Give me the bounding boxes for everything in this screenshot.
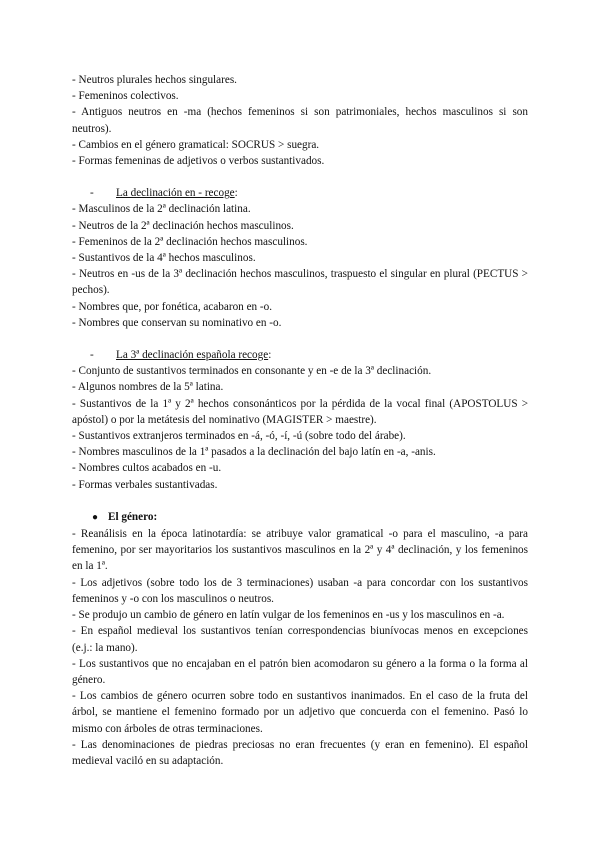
list-item: - Antiguos neutros en -ma (hechos femeninos si son patrimoniales, hechos masculinos si son neutros). [72, 106, 528, 135]
list-item: - Se produjo un cambio de género en latín vulgar de los femeninos en -us y los masculinos en -a. [72, 609, 505, 622]
section-heading [72, 185, 528, 201]
list-item: - Neutros de la 2ª declinación hechos masculinos. [72, 219, 294, 232]
section-declinacion-o [72, 185, 528, 331]
list-item: - Los cambios de género ocurren sobre todo en sustantivos inanimados. En el caso de la fruta del árbol, se mantiene el femenino formado por un adjetivo que concuerda con el femenino. Pasó lo mismo con árboles de otras terminaciones. [72, 690, 528, 735]
list-item: - Sustantivos de la 4ª hechos masculinos. [72, 252, 256, 265]
list-item: - Nombres masculinos de la 1ª pasados a la declinación del bajo latín en -a, -anis. [72, 446, 436, 459]
list-item: - Sustantivos de la 1ª y 2ª hechos consonánticos por la pérdida de la vocal final (APOSTOLUS > apóstol) o por la metátesis del nominativo (MAGISTER > maestre). [72, 397, 528, 426]
heading-title: La 3ª declinación española recoge [116, 349, 269, 362]
list-item: - Masculinos de la 2ª declinación latina. [72, 203, 251, 216]
heading-colon: : [234, 187, 238, 200]
heading-colon: : [268, 349, 272, 362]
heading-title: La declinación en - recoge [116, 187, 235, 200]
dash-marker: - [90, 349, 94, 362]
list-item: - Conjunto de sustantivos terminados en consonante y en -e de la 3ª declinación. [72, 365, 432, 378]
list-item: - En español medieval los sustantivos tenían correspondencias biunívocas menos en excepciones (e.j.: la mano). [72, 625, 528, 654]
section-tercera-declinacion [72, 347, 528, 493]
list-item: - Neutros en -us de la 3ª declinación hechos masculinos, traspuesto el singular en plural (PECTUS > pechos). [72, 268, 528, 297]
section-genero [72, 509, 528, 769]
list-item: - Nombres cultos acabados en -u. [72, 462, 222, 475]
document-body [72, 72, 528, 769]
section-plural-forms [72, 72, 528, 169]
spacer [72, 493, 528, 509]
list-item: - Los adjetivos (sobre todo los de 3 terminaciones) usaban -a para concordar con los sustantivos femeninos y -o con los masculinos o neutros. [72, 576, 528, 605]
heading-title: El género: [108, 510, 158, 523]
list-item: - Cambios en el género gramatical: SOCRUS > suegra. [72, 138, 320, 151]
dash-marker: - [90, 187, 94, 200]
section-heading [72, 347, 528, 363]
list-item: - Neutros plurales hechos singulares. [72, 74, 237, 86]
list-item: - Los sustantivos que no encajaban en el patrón bien acomodaron su género a la forma o la forma al género. [72, 657, 528, 686]
list-item: - Femeninos colectivos. [72, 90, 179, 103]
list-item: - Algunos nombres de la 5ª latina. [72, 381, 224, 394]
list-item: - Formas femeninas de adjetivos o verbos sustantivados. [72, 155, 325, 168]
spacer [72, 331, 528, 347]
list-item: - Femeninos de la 2ª declinación hechos masculinos. [72, 235, 308, 248]
list-item: - Reanálisis en la época latinotardía: se atribuye valor gramatical -o para el masculino, -a para femenino, por ser mayoritarios los sustantivos masculinos en la 2ª y 4ª declinación, y los femeninos en la 1ª. [72, 528, 528, 573]
section-heading [72, 509, 528, 526]
list-item: - Formas verbales sustantivadas. [72, 478, 218, 491]
list-item: - Nombres que, por fonética, acabaron en -o. [72, 300, 273, 313]
list-item: - Las denominaciones de piedras preciosas no eran frecuentes (y eran en femenino). El español medieval vaciló en su adaptación. [72, 738, 528, 767]
list-item: - Nombres que conservan su nominativo en -o. [72, 316, 282, 329]
bullet-icon: ● [92, 511, 99, 523]
list-item: - Sustantivos extranjeros terminados en -á, -ó, -í, -ú (sobre todo del árabe). [72, 430, 406, 443]
spacer [72, 169, 528, 185]
